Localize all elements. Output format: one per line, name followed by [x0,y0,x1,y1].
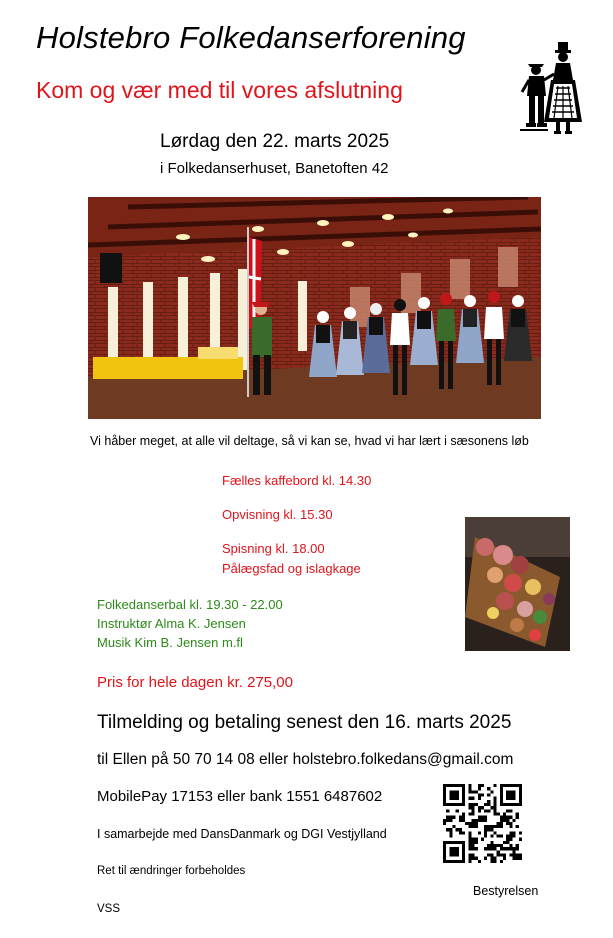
dinner-time: Spisning kl. 18.00 [222,541,325,556]
folk-dancers-logo-icon [518,40,586,138]
coffee-time: Fælles kaffebord kl. 14.30 [222,473,372,488]
dance-ball-time: Folkedanserbal kl. 19.30 - 22.00 [97,597,283,612]
event-date: Lørdag den 22. marts 2025 [160,131,390,152]
contact-info: til Ellen på 50 70 14 08 eller holstebro.folkedans@gmail.com [97,751,514,768]
instructor-text: Instruktør Alma K. Jensen [97,616,246,631]
registration-deadline: Tilmelding og betaling senest den 16. marts 2025 [97,712,512,733]
payment-info: MobilePay 17153 eller bank 1551 6487602 [97,788,383,805]
music-text: Musik Kim B. Jensen m.fl [97,635,243,650]
performance-time: Opvisning kl. 15.30 [222,507,333,522]
changes-notice: Ret til ændringer forbeholdes [97,865,246,877]
intro-text: Vi håber meget, at alle vil deltage, så vi kan se, hvad vi har lært i sæsonens løb [90,434,529,448]
author-initials: VSS [97,903,121,915]
board-signature: Bestyrelsen [473,884,539,898]
food-platter-photo [465,517,570,651]
collaboration-text: I samarbejde med DansDanmark og DGI Vestjylland [97,827,387,841]
event-venue: i Folkedanserhuset, Banetoften 42 [160,160,389,177]
qr-code-icon [443,784,522,863]
menu-text: Pålægsfad og islagkage [222,561,361,576]
folk-dance-hall-photo [88,197,541,419]
price-text: Pris for hele dagen kr. 275,00 [97,674,293,691]
page-subtitle: Kom og vær med til vores afslutning [36,77,403,103]
page-title: Holstebro Folkedanserforening [36,20,466,55]
